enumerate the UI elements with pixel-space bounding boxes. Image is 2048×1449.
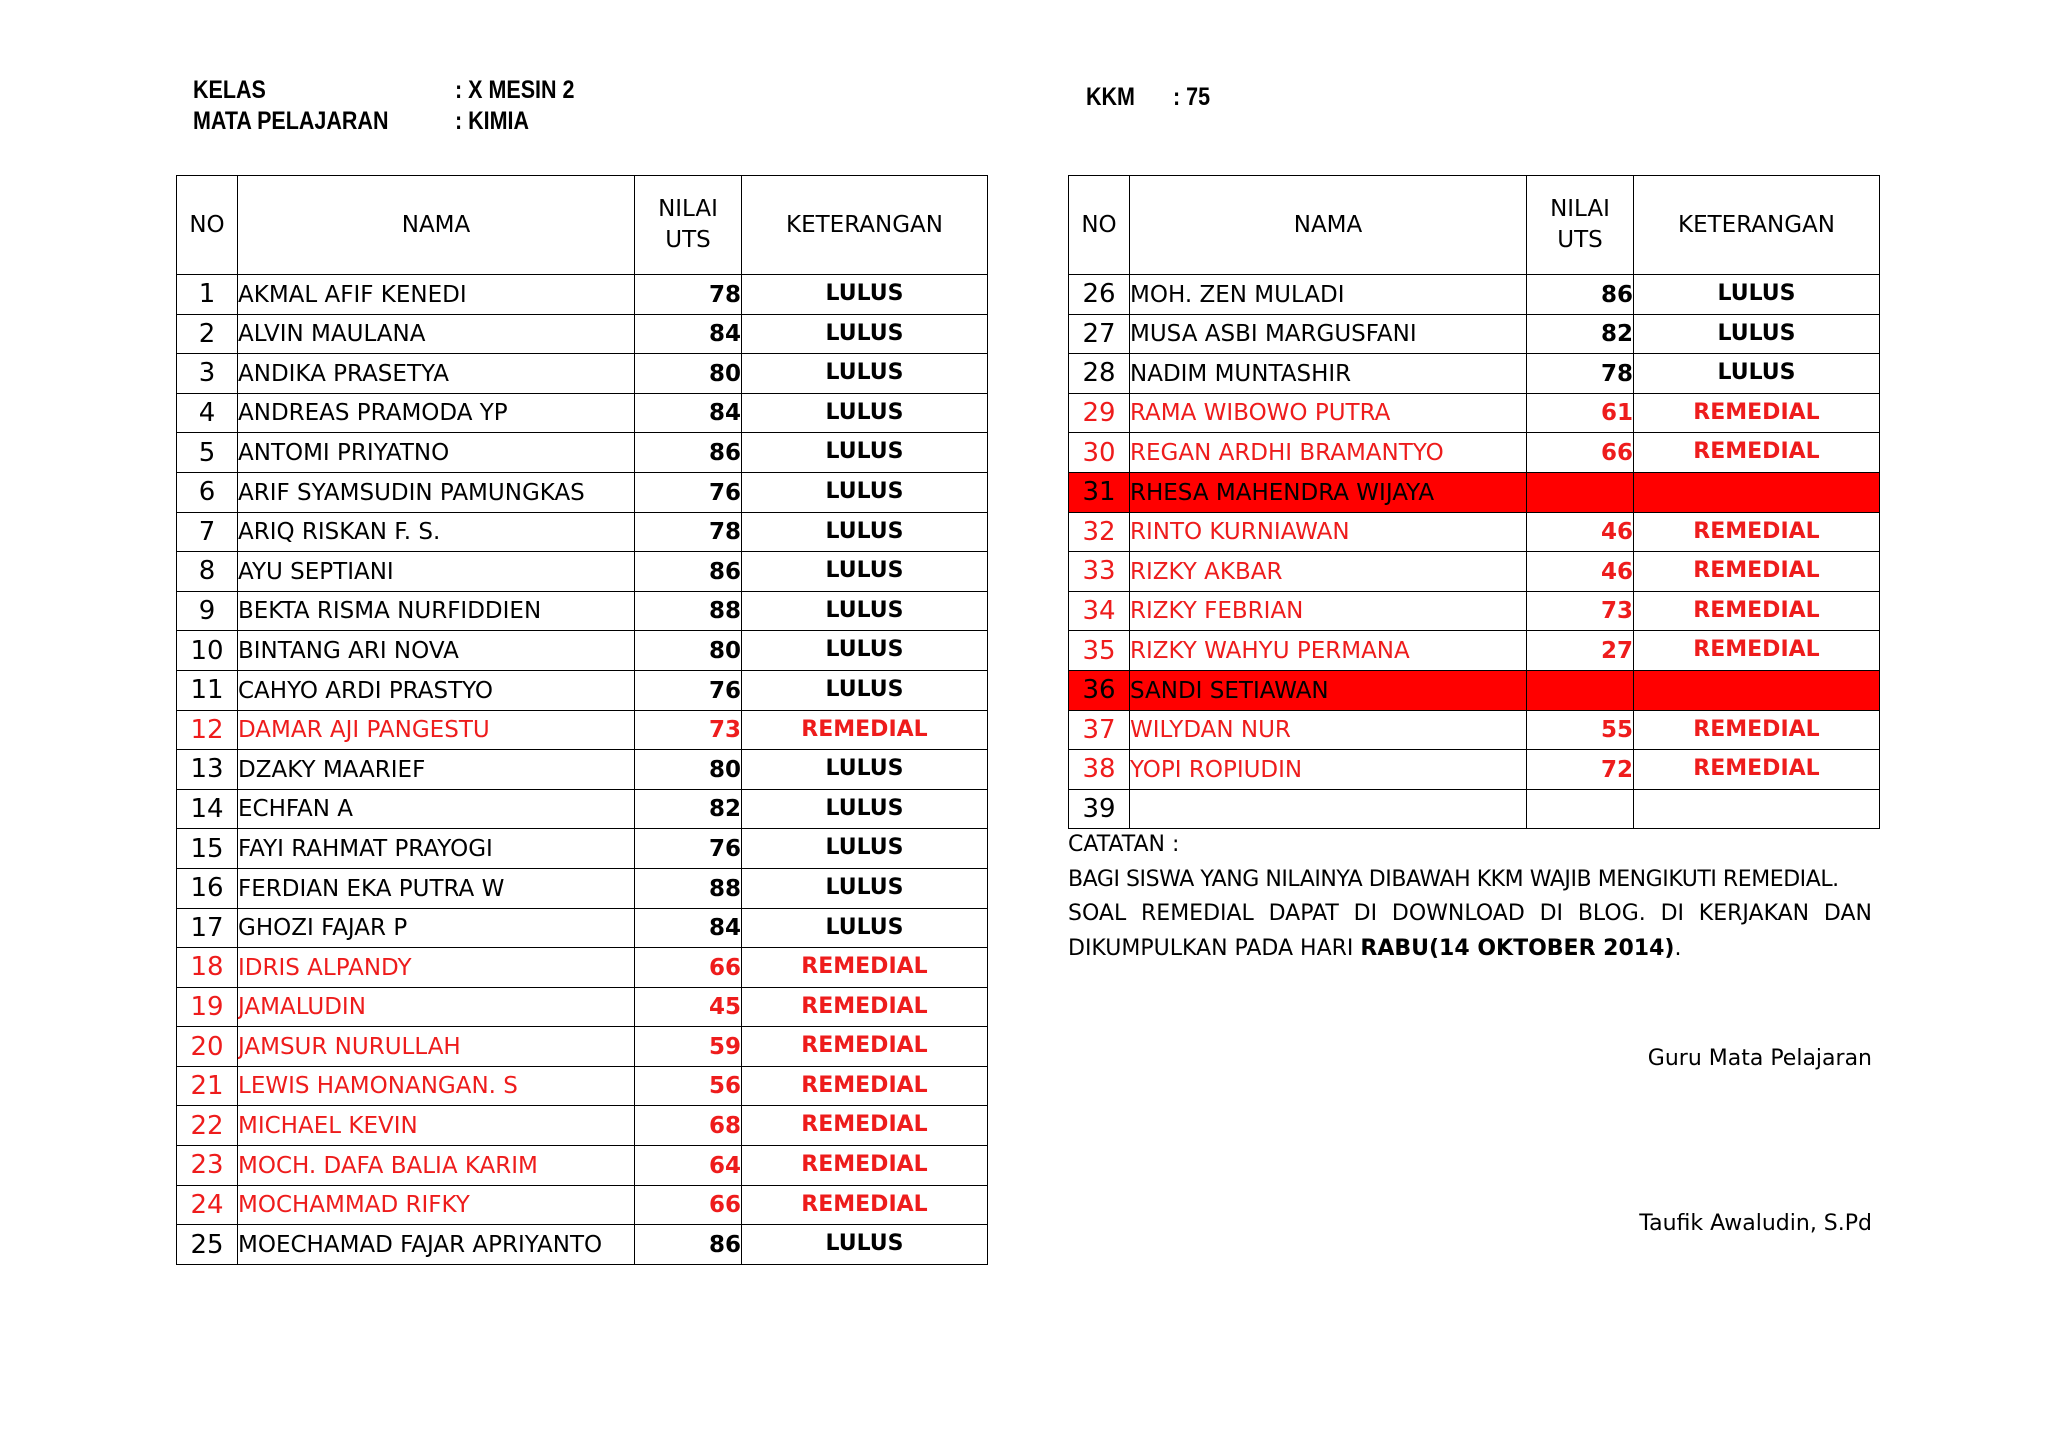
keterangan-status: REMEDIAL xyxy=(1634,433,1880,473)
nilai-uts: 86 xyxy=(635,552,742,592)
keterangan-status: LULUS xyxy=(742,393,988,433)
nilai-uts: 82 xyxy=(1527,314,1634,354)
table-row xyxy=(177,987,988,1027)
student-name: ALVIN MAULANA xyxy=(238,314,635,354)
nilai-uts: 56 xyxy=(635,1066,742,1106)
student-name: MOCH. DAFA BALIA KARIM xyxy=(238,1146,635,1186)
row-no: 15 xyxy=(177,829,238,869)
table-row xyxy=(177,275,988,315)
student-name: RAMA WIBOWO PUTRA xyxy=(1130,393,1527,433)
table-row xyxy=(1069,552,1880,592)
keterangan-status: REMEDIAL xyxy=(742,948,988,988)
keterangan-status: REMEDIAL xyxy=(742,1146,988,1186)
kkm-value: : 75 xyxy=(1173,83,1211,111)
table-row xyxy=(177,393,988,433)
row-no: 19 xyxy=(177,987,238,1027)
row-no: 20 xyxy=(177,1027,238,1067)
row-no: 16 xyxy=(177,868,238,908)
row-no: 32 xyxy=(1069,512,1130,552)
nilai-uts: 84 xyxy=(635,393,742,433)
table-row xyxy=(1069,393,1880,433)
student-name: ANDREAS PRAMODA YP xyxy=(238,393,635,433)
student-name: MOECHAMAD FAJAR APRIYANTO xyxy=(238,1225,635,1265)
keterangan-status: REMEDIAL xyxy=(742,1066,988,1106)
table-row xyxy=(1069,314,1880,354)
row-no: 38 xyxy=(1069,750,1130,790)
row-no: 31 xyxy=(1069,472,1130,512)
nilai-uts: 76 xyxy=(635,472,742,512)
nilai-uts: 80 xyxy=(635,750,742,790)
table-row xyxy=(177,750,988,790)
table-row xyxy=(1069,512,1880,552)
keterangan-status: LULUS xyxy=(742,670,988,710)
keterangan-status: REMEDIAL xyxy=(1634,631,1880,671)
row-no: 8 xyxy=(177,552,238,592)
student-name: RINTO KURNIAWAN xyxy=(1130,512,1527,552)
nilai-uts: 80 xyxy=(635,631,742,671)
header-nilai-line2: UTS xyxy=(665,227,711,253)
table-row xyxy=(177,314,988,354)
row-no: 27 xyxy=(1069,314,1130,354)
header-nama: NAMA xyxy=(238,176,635,275)
notes-section xyxy=(1068,828,1872,966)
student-name: NADIM MUNTASHIR xyxy=(1130,354,1527,394)
student-name: ANDIKA PRASETYA xyxy=(238,354,635,394)
row-no: 35 xyxy=(1069,631,1130,671)
student-name: LEWIS HAMONANGAN. S xyxy=(238,1066,635,1106)
row-no: 4 xyxy=(177,393,238,433)
table-row xyxy=(1069,433,1880,473)
student-name xyxy=(1130,789,1527,829)
table-row xyxy=(177,1106,988,1146)
student-name: AYU SEPTIANI xyxy=(238,552,635,592)
signature-name: Taufik Awaludin, S.Pd xyxy=(1639,1211,1872,1236)
keterangan-status: REMEDIAL xyxy=(1634,512,1880,552)
nilai-uts: 88 xyxy=(635,868,742,908)
keterangan-status: REMEDIAL xyxy=(1634,591,1880,631)
table-row xyxy=(177,433,988,473)
nilai-uts: 59 xyxy=(635,1027,742,1067)
row-no: 1 xyxy=(177,275,238,315)
nilai-uts: 78 xyxy=(635,275,742,315)
header-nilai-line2: UTS xyxy=(1557,227,1603,253)
header-no: NO xyxy=(177,176,238,275)
row-no: 7 xyxy=(177,512,238,552)
mapel-value: : KIMIA xyxy=(455,107,530,135)
table-row xyxy=(1069,789,1880,829)
table-header-row xyxy=(177,176,988,275)
table-row xyxy=(1069,710,1880,750)
keterangan-status: REMEDIAL xyxy=(1634,393,1880,433)
student-name: FAYI RAHMAT PRAYOGI xyxy=(238,829,635,869)
notes-title: CATATAN : xyxy=(1068,832,1180,857)
row-no: 25 xyxy=(177,1225,238,1265)
student-name: ANTOMI PRIYATNO xyxy=(238,433,635,473)
student-name: RIZKY WAHYU PERMANA xyxy=(1130,631,1527,671)
student-name: AKMAL AFIF KENEDI xyxy=(238,275,635,315)
row-no: 21 xyxy=(177,1066,238,1106)
keterangan-status: LULUS xyxy=(1634,275,1880,315)
table-row xyxy=(1069,591,1880,631)
student-name: DZAKY MAARIEF xyxy=(238,750,635,790)
row-no: 18 xyxy=(177,948,238,988)
table-body-right xyxy=(1069,275,1880,829)
nilai-uts: 66 xyxy=(635,948,742,988)
table-row xyxy=(177,948,988,988)
nilai-uts: 78 xyxy=(1527,354,1634,394)
student-name: SANDI SETIAWAN xyxy=(1130,670,1527,710)
nilai-uts: 72 xyxy=(1527,750,1634,790)
row-no: 33 xyxy=(1069,552,1130,592)
student-name: WILYDAN NUR xyxy=(1130,710,1527,750)
nilai-uts xyxy=(1527,789,1634,829)
table-row xyxy=(177,670,988,710)
nilai-uts: 66 xyxy=(1527,433,1634,473)
keterangan-status xyxy=(1634,670,1880,710)
kkm-label: KKM xyxy=(1086,83,1135,111)
keterangan-status: REMEDIAL xyxy=(1634,710,1880,750)
row-no: 37 xyxy=(1069,710,1130,750)
keterangan-status: REMEDIAL xyxy=(742,710,988,750)
table-row xyxy=(177,908,988,948)
nilai-uts: 68 xyxy=(635,1106,742,1146)
signature-role: Guru Mata Pelajaran xyxy=(1647,1046,1872,1071)
student-name: MOCHAMMAD RIFKY xyxy=(238,1185,635,1225)
row-no: 17 xyxy=(177,908,238,948)
notes-line2 xyxy=(1068,897,1872,966)
keterangan-status: REMEDIAL xyxy=(742,1185,988,1225)
nilai-uts: 73 xyxy=(635,710,742,750)
row-no: 10 xyxy=(177,631,238,671)
table-row xyxy=(177,354,988,394)
nilai-uts: 55 xyxy=(1527,710,1634,750)
table-row xyxy=(1069,631,1880,671)
mapel-label: MATA PELAJARAN xyxy=(193,107,389,135)
keterangan-status: REMEDIAL xyxy=(1634,552,1880,592)
table-row xyxy=(177,552,988,592)
row-no: 28 xyxy=(1069,354,1130,394)
nilai-uts: 61 xyxy=(1527,393,1634,433)
student-name: ECHFAN A xyxy=(238,789,635,829)
keterangan-status: LULUS xyxy=(742,908,988,948)
row-no: 5 xyxy=(177,433,238,473)
table-row xyxy=(177,1146,988,1186)
keterangan-status: LULUS xyxy=(742,512,988,552)
keterangan-status: LULUS xyxy=(742,750,988,790)
nilai-uts: 46 xyxy=(1527,552,1634,592)
student-name: JAMSUR NURULLAH xyxy=(238,1027,635,1067)
table-row xyxy=(1069,275,1880,315)
nilai-uts: 45 xyxy=(635,987,742,1027)
row-no: 30 xyxy=(1069,433,1130,473)
student-name: RIZKY AKBAR xyxy=(1130,552,1527,592)
nilai-uts: 76 xyxy=(635,829,742,869)
row-no: 22 xyxy=(177,1106,238,1146)
nilai-uts: 80 xyxy=(635,354,742,394)
table-row xyxy=(177,1225,988,1265)
student-name: BEKTA RISMA NURFIDDIEN xyxy=(238,591,635,631)
nilai-uts: 46 xyxy=(1527,512,1634,552)
keterangan-status: REMEDIAL xyxy=(1634,750,1880,790)
nilai-uts: 73 xyxy=(1527,591,1634,631)
nilai-uts: 86 xyxy=(1527,275,1634,315)
table-row xyxy=(177,829,988,869)
keterangan-status: REMEDIAL xyxy=(742,1027,988,1067)
header-nilai-uts xyxy=(635,176,742,275)
header-nama: NAMA xyxy=(1130,176,1527,275)
kelas-label: KELAS xyxy=(193,76,266,104)
header-nilai-uts xyxy=(1527,176,1634,275)
nilai-uts xyxy=(1527,472,1634,512)
table-row xyxy=(177,631,988,671)
header-nilai-line1: NILAI xyxy=(1550,196,1610,222)
keterangan-status: LULUS xyxy=(742,789,988,829)
student-name: IDRIS ALPANDY xyxy=(238,948,635,988)
student-name: YOPI ROPIUDIN xyxy=(1130,750,1527,790)
student-name: MICHAEL KEVIN xyxy=(238,1106,635,1146)
student-name: JAMALUDIN xyxy=(238,987,635,1027)
nilai-uts: 84 xyxy=(635,908,742,948)
keterangan-status: REMEDIAL xyxy=(742,987,988,1027)
grades-table-left xyxy=(176,175,988,1265)
nilai-uts: 76 xyxy=(635,670,742,710)
nilai-uts: 86 xyxy=(635,433,742,473)
keterangan-status: LULUS xyxy=(742,354,988,394)
row-no: 6 xyxy=(177,472,238,512)
table-row xyxy=(1069,670,1880,710)
table-row xyxy=(177,512,988,552)
table-row xyxy=(177,1066,988,1106)
keterangan-status: REMEDIAL xyxy=(742,1106,988,1146)
student-name: RHESA MAHENDRA WIJAYA xyxy=(1130,472,1527,512)
nilai-uts: 64 xyxy=(635,1146,742,1186)
row-no: 26 xyxy=(1069,275,1130,315)
row-no: 12 xyxy=(177,710,238,750)
row-no: 13 xyxy=(177,750,238,790)
student-name: DAMAR AJI PANGESTU xyxy=(238,710,635,750)
table-body-left xyxy=(177,275,988,1265)
student-name: BINTANG ARI NOVA xyxy=(238,631,635,671)
table-row xyxy=(1069,472,1880,512)
grades-table-right xyxy=(1068,175,1880,829)
notes-line2-text: SOAL REMEDIAL DAPAT DI DOWNLOAD DI BLOG. DI KERJAKAN DAN DIKUMPULKAN PADA HARI xyxy=(1068,901,1872,961)
table-row xyxy=(177,789,988,829)
header-no: NO xyxy=(1069,176,1130,275)
row-no: 3 xyxy=(177,354,238,394)
row-no: 34 xyxy=(1069,591,1130,631)
nilai-uts: 82 xyxy=(635,789,742,829)
row-no: 2 xyxy=(177,314,238,354)
nilai-uts: 86 xyxy=(635,1225,742,1265)
row-no: 24 xyxy=(177,1185,238,1225)
table-header-row xyxy=(1069,176,1880,275)
student-name: CAHYO ARDI PRASTYO xyxy=(238,670,635,710)
keterangan-status: LULUS xyxy=(742,631,988,671)
notes-deadline: RABU(14 OKTOBER 2014) xyxy=(1360,935,1675,961)
header-nilai-line1: NILAI xyxy=(658,196,718,222)
nilai-uts: 78 xyxy=(635,512,742,552)
kelas-value: : X MESIN 2 xyxy=(455,76,575,104)
student-name: ARIQ RISKAN F. S. xyxy=(238,512,635,552)
nilai-uts: 88 xyxy=(635,591,742,631)
header-keterangan: KETERANGAN xyxy=(742,176,988,275)
row-no: 23 xyxy=(177,1146,238,1186)
row-no: 14 xyxy=(177,789,238,829)
keterangan-status: LULUS xyxy=(742,472,988,512)
keterangan-status: LULUS xyxy=(742,591,988,631)
row-no: 9 xyxy=(177,591,238,631)
row-no: 11 xyxy=(177,670,238,710)
student-name: RIZKY FEBRIAN xyxy=(1130,591,1527,631)
table-row xyxy=(177,710,988,750)
keterangan-status: LULUS xyxy=(742,868,988,908)
notes-line1: BAGI SISWA YANG NILAINYA DIBAWAH KKM WAJIB MENGIKUTI REMEDIAL. xyxy=(1068,866,1839,892)
keterangan-status: LULUS xyxy=(742,552,988,592)
student-name: MUSA ASBI MARGUSFANI xyxy=(1130,314,1527,354)
student-name: REGAN ARDHI BRAMANTYO xyxy=(1130,433,1527,473)
keterangan-status: LULUS xyxy=(742,829,988,869)
student-name: GHOZI FAJAR P xyxy=(238,908,635,948)
table-row xyxy=(177,868,988,908)
keterangan-status: LULUS xyxy=(742,275,988,315)
keterangan-status: LULUS xyxy=(1634,314,1880,354)
header-keterangan: KETERANGAN xyxy=(1634,176,1880,275)
row-no: 39 xyxy=(1069,789,1130,829)
keterangan-status: LULUS xyxy=(742,433,988,473)
keterangan-status xyxy=(1634,789,1880,829)
row-no: 36 xyxy=(1069,670,1130,710)
table-row xyxy=(1069,354,1880,394)
nilai-uts xyxy=(1527,670,1634,710)
row-no: 29 xyxy=(1069,393,1130,433)
student-name: ARIF SYAMSUDIN PAMUNGKAS xyxy=(238,472,635,512)
table-row xyxy=(177,1185,988,1225)
keterangan-status: LULUS xyxy=(1634,354,1880,394)
student-name: FERDIAN EKA PUTRA W xyxy=(238,868,635,908)
nilai-uts: 84 xyxy=(635,314,742,354)
student-name: MOH. ZEN MULADI xyxy=(1130,275,1527,315)
notes-line2-end: . xyxy=(1674,935,1682,961)
nilai-uts: 66 xyxy=(635,1185,742,1225)
keterangan-status xyxy=(1634,472,1880,512)
keterangan-status: LULUS xyxy=(742,314,988,354)
table-row xyxy=(177,472,988,512)
keterangan-status: LULUS xyxy=(742,1225,988,1265)
nilai-uts: 27 xyxy=(1527,631,1634,671)
table-row xyxy=(177,1027,988,1067)
table-row xyxy=(1069,750,1880,790)
table-row xyxy=(177,591,988,631)
